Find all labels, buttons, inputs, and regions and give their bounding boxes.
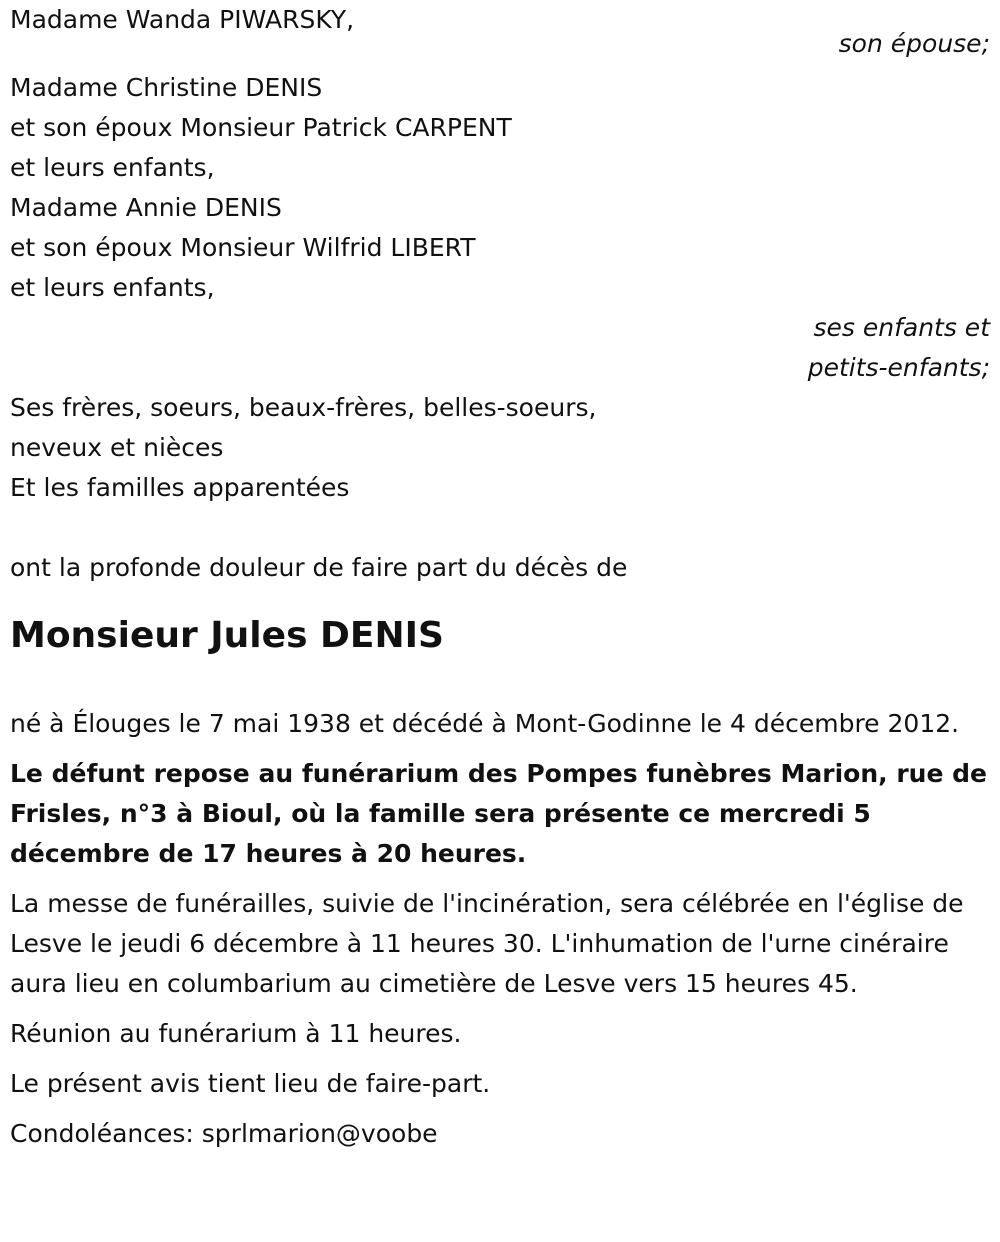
- relatives-line: Et les familles apparentées: [10, 473, 350, 502]
- spouse-role: son épouse;: [838, 29, 990, 58]
- children-line: et son époux Monsieur Patrick CARPENT: [10, 113, 512, 142]
- children-line: et leurs enfants,: [10, 273, 215, 302]
- meeting-text: Réunion au funérarium à 11 heures.: [10, 1019, 462, 1048]
- relatives-block: [10, 388, 990, 508]
- condolences-text: Condoléances: sprlmarion@voobe: [10, 1119, 438, 1148]
- spouse-line: Madame Wanda PIWARSKY,: [10, 5, 355, 34]
- announcement: ont la profonde douleur de faire part du décès de: [10, 553, 628, 582]
- children-block: [10, 68, 990, 308]
- children-role-line-2: petits-enfants;: [807, 353, 990, 382]
- children-role-line-1: ses enfants et: [813, 313, 990, 342]
- birth-death-text: né à Élouges le 7 mai 1938 et décédé à Mont-Godinne le 4 décembre 2012.: [10, 709, 960, 738]
- relatives-line: neveux et nièces: [10, 433, 224, 462]
- relatives-line: Ses frères, soeurs, beaux-frères, belles-soeurs,: [10, 393, 597, 422]
- children-line: et son époux Monsieur Wilfrid LIBERT: [10, 233, 476, 262]
- children-line: Madame Annie DENIS: [10, 193, 282, 222]
- children-line: Madame Christine DENIS: [10, 73, 323, 102]
- funerarium-text: Le défunt repose au funérarium des Pompes funèbres Marion, rue de Frisles, n°3 à Bioul, où la famille sera présente ce mercredi 5 décembre de 17 heures à 20 heures.: [10, 759, 987, 868]
- children-line: et leurs enfants,: [10, 153, 215, 182]
- deceased-name: Monsieur Jules DENIS: [10, 615, 444, 656]
- mass-text: La messe de funérailles, suivie de l'incinération, sera célébrée en l'église de Lesve le jeudi 6 décembre à 11 heures 30. L'inhumation de l'urne cinéraire aura lieu en columbarium au cimetière de Lesve vers 15 heures 45.: [10, 889, 964, 998]
- notice-text: Le présent avis tient lieu de faire-part.: [10, 1069, 491, 1098]
